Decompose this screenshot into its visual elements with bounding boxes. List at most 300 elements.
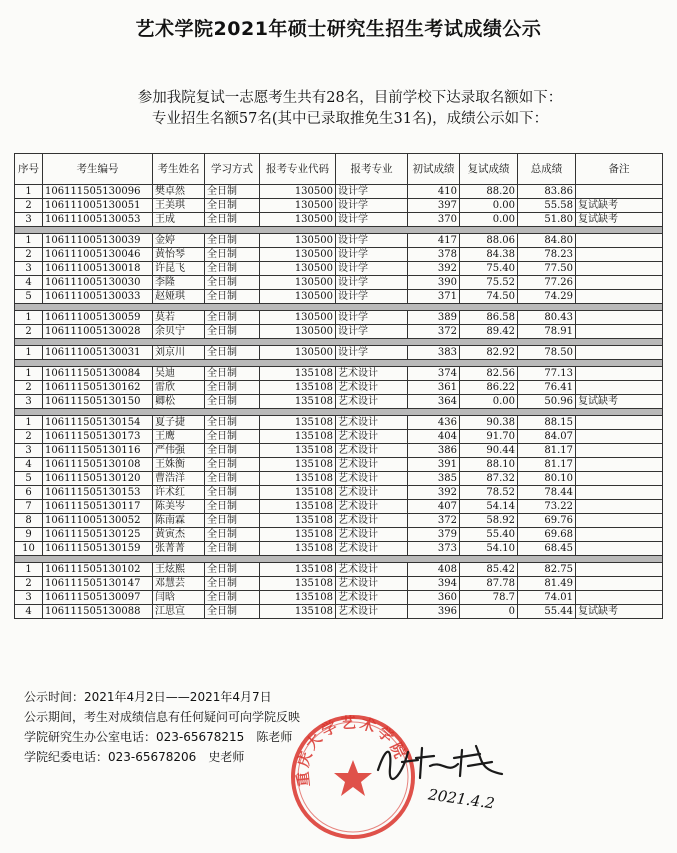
table-row [15, 213, 663, 227]
table-cell [576, 234, 663, 248]
column-header: 总成绩 [518, 154, 576, 185]
table-cell: 金婷 [153, 234, 205, 248]
table-cell: 361 [408, 381, 460, 395]
table-cell: 106111005130046 [43, 248, 153, 262]
table-cell: 106111505130159 [43, 542, 153, 556]
table-cell: 77.26 [518, 276, 576, 290]
table-row [15, 458, 663, 472]
table-cell: 艺术设计 [336, 563, 408, 577]
table-cell: 91.70 [460, 430, 518, 444]
table-cell: 135108 [260, 486, 336, 500]
table-cell: 77.13 [518, 367, 576, 381]
table-cell: 371 [408, 290, 460, 304]
table-cell: 设计学 [336, 199, 408, 213]
group-separator [15, 339, 663, 346]
table-cell: 7 [15, 500, 43, 514]
seal-text: 重庆大学艺术学院 [293, 713, 411, 788]
column-header: 复试成绩 [460, 154, 518, 185]
table-cell: 3 [15, 591, 43, 605]
table-cell: 50.96 [518, 395, 576, 409]
table-row [15, 542, 663, 556]
table-row [15, 185, 663, 199]
table-cell: 黄怡琴 [153, 248, 205, 262]
table-cell [576, 276, 663, 290]
table-body [15, 185, 663, 619]
table-cell: 68.45 [518, 542, 576, 556]
table-cell: 全日制 [205, 542, 260, 556]
table-cell: 106111505130097 [43, 591, 153, 605]
table-row [15, 234, 663, 248]
table-cell: 3 [15, 262, 43, 276]
table-cell: 全日制 [205, 528, 260, 542]
table-cell: 全日制 [205, 563, 260, 577]
page-title: 艺术学院2021年硕士研究生招生考试成绩公示 [135, 18, 542, 40]
table-cell: 全日制 [205, 430, 260, 444]
separator-bar [15, 339, 663, 346]
table-cell: 373 [408, 542, 460, 556]
table-cell: 全日制 [205, 444, 260, 458]
table-cell: 2 [15, 381, 43, 395]
table-cell: 黄寅杰 [153, 528, 205, 542]
table-cell: 85.42 [460, 563, 518, 577]
table-cell [576, 311, 663, 325]
table-cell: 436 [408, 416, 460, 430]
table-cell: 391 [408, 458, 460, 472]
table-cell [576, 185, 663, 199]
table-cell: 江思宣 [153, 605, 205, 619]
score-table [14, 153, 663, 619]
table-cell: 106111005130051 [43, 199, 153, 213]
table-cell: 全日制 [205, 395, 260, 409]
table-cell: 106111505130125 [43, 528, 153, 542]
table-cell: 艺术设计 [336, 486, 408, 500]
table-cell: 135108 [260, 563, 336, 577]
table-cell: 55.40 [460, 528, 518, 542]
table-row [15, 311, 663, 325]
table-cell: 全日制 [205, 199, 260, 213]
table-cell: 106111505130150 [43, 395, 153, 409]
table-cell: 全日制 [205, 290, 260, 304]
table-cell: 74.01 [518, 591, 576, 605]
table-cell: 130500 [260, 262, 336, 276]
table-cell: 王姝衡 [153, 458, 205, 472]
table-row [15, 416, 663, 430]
table-row [15, 605, 663, 619]
table-cell: 曹浩洋 [153, 472, 205, 486]
table-cell: 0.00 [460, 213, 518, 227]
table-cell: 6 [15, 486, 43, 500]
table-cell [576, 563, 663, 577]
table-cell: 83.86 [518, 185, 576, 199]
table-cell: 51.80 [518, 213, 576, 227]
table-cell [576, 486, 663, 500]
table-cell: 78.50 [518, 346, 576, 360]
table-cell: 1 [15, 563, 43, 577]
table-cell: 全日制 [205, 213, 260, 227]
table-cell: 全日制 [205, 185, 260, 199]
table-cell: 390 [408, 276, 460, 290]
table-cell: 莫若 [153, 311, 205, 325]
table-cell: 陈美岑 [153, 500, 205, 514]
table-cell: 闫晗 [153, 591, 205, 605]
group-separator [15, 360, 663, 367]
table-cell: 78.91 [518, 325, 576, 339]
separator-bar [15, 556, 663, 563]
table-cell: 1 [15, 311, 43, 325]
table-cell: 严伟强 [153, 444, 205, 458]
table-cell: 2 [15, 199, 43, 213]
table-cell: 全日制 [205, 248, 260, 262]
table-cell: 78.44 [518, 486, 576, 500]
table-cell: 樊卓然 [153, 185, 205, 199]
table-row [15, 346, 663, 360]
table-cell: 75.40 [460, 262, 518, 276]
table-cell: 1 [15, 367, 43, 381]
table-cell: 106111505130102 [43, 563, 153, 577]
table-cell: 360 [408, 591, 460, 605]
table-cell: 84.38 [460, 248, 518, 262]
table-cell: 5 [15, 290, 43, 304]
table-cell: 106111505130088 [43, 605, 153, 619]
table-row [15, 563, 663, 577]
table-cell: 135108 [260, 444, 336, 458]
table-cell: 106111505130153 [43, 486, 153, 500]
table-cell: 3 [15, 213, 43, 227]
table-cell: 135108 [260, 472, 336, 486]
table-cell: 392 [408, 486, 460, 500]
table-cell: 0.00 [460, 395, 518, 409]
table-cell [576, 346, 663, 360]
discipline-office-phone: 学院纪委电话：023-65678206 史老师 [24, 750, 245, 764]
table-cell: 82.56 [460, 367, 518, 381]
table-cell: 407 [408, 500, 460, 514]
table-cell: 69.68 [518, 528, 576, 542]
table-cell: 刘京川 [153, 346, 205, 360]
table-cell: 69.76 [518, 514, 576, 528]
table-cell: 全日制 [205, 486, 260, 500]
table-cell: 106111005130053 [43, 213, 153, 227]
table-cell: 设计学 [336, 248, 408, 262]
table-cell: 夏子捷 [153, 416, 205, 430]
table-cell: 130500 [260, 311, 336, 325]
table-row [15, 199, 663, 213]
table-cell: 艺术设计 [336, 430, 408, 444]
table-cell: 404 [408, 430, 460, 444]
table-cell: 78.23 [518, 248, 576, 262]
table-cell [576, 542, 663, 556]
table-cell: 复试缺考 [576, 199, 663, 213]
table-cell: 艺术设计 [336, 472, 408, 486]
table-cell: 88.15 [518, 416, 576, 430]
table-cell: 全日制 [205, 514, 260, 528]
table-cell: 设计学 [336, 311, 408, 325]
table-cell: 艺术设计 [336, 528, 408, 542]
table-cell: 130500 [260, 199, 336, 213]
table-cell: 80.10 [518, 472, 576, 486]
table-row [15, 430, 663, 444]
table-cell: 364 [408, 395, 460, 409]
table-row [15, 514, 663, 528]
table-cell: 106111005130028 [43, 325, 153, 339]
table-cell: 王炫熙 [153, 563, 205, 577]
table-header-row [15, 154, 663, 185]
table-cell: 417 [408, 234, 460, 248]
table-cell: 9 [15, 528, 43, 542]
table-cell: 许术红 [153, 486, 205, 500]
table-cell: 87.32 [460, 472, 518, 486]
table-cell: 4 [15, 458, 43, 472]
table-cell: 135108 [260, 381, 336, 395]
table-cell: 3 [15, 395, 43, 409]
table-cell: 106111005130059 [43, 311, 153, 325]
table-cell: 397 [408, 199, 460, 213]
table-cell: 89.42 [460, 325, 518, 339]
grad-office-phone: 学院研究生办公室电话：023-65678215 陈老师 [24, 730, 293, 744]
table-cell: 88.06 [460, 234, 518, 248]
table-row [15, 262, 663, 276]
table-cell: 全日制 [205, 262, 260, 276]
table-cell: 135108 [260, 542, 336, 556]
table-cell: 392 [408, 262, 460, 276]
table-cell: 全日制 [205, 234, 260, 248]
table-cell: 81.17 [518, 458, 576, 472]
table-cell: 艺术设计 [336, 458, 408, 472]
table-cell: 383 [408, 346, 460, 360]
table-cell: 106111505130154 [43, 416, 153, 430]
table-cell: 74.50 [460, 290, 518, 304]
table-cell: 106111005130039 [43, 234, 153, 248]
table-cell [576, 514, 663, 528]
table-cell: 77.50 [518, 262, 576, 276]
table-cell: 135108 [260, 430, 336, 444]
table-cell: 394 [408, 577, 460, 591]
table-cell: 78.52 [460, 486, 518, 500]
column-header: 学习方式 [205, 154, 260, 185]
footer [24, 687, 300, 767]
table-cell: 5 [15, 472, 43, 486]
group-separator [15, 227, 663, 234]
table-cell: 82.92 [460, 346, 518, 360]
table-cell: 设计学 [336, 262, 408, 276]
table-cell: 2 [15, 248, 43, 262]
group-separator [15, 304, 663, 311]
table-cell: 1 [15, 416, 43, 430]
table-cell: 135108 [260, 605, 336, 619]
handwritten-signature [372, 740, 512, 784]
table-cell [576, 430, 663, 444]
table-cell: 106111005130031 [43, 346, 153, 360]
column-header: 考生编号 [43, 154, 153, 185]
table-cell: 106111005130052 [43, 514, 153, 528]
table-cell: 全日制 [205, 381, 260, 395]
column-header: 备注 [576, 154, 663, 185]
table-cell: 1 [15, 234, 43, 248]
table-cell: 135108 [260, 591, 336, 605]
table-cell: 1 [15, 185, 43, 199]
table-cell: 386 [408, 444, 460, 458]
table-cell: 130500 [260, 213, 336, 227]
table-cell: 58.92 [460, 514, 518, 528]
table-cell: 许昆飞 [153, 262, 205, 276]
table-cell: 全日制 [205, 577, 260, 591]
table-cell: 李隆 [153, 276, 205, 290]
table-cell: 106111505130096 [43, 185, 153, 199]
table-cell: 130500 [260, 276, 336, 290]
table-cell: 106111505130147 [43, 577, 153, 591]
table-cell: 88.20 [460, 185, 518, 199]
table-cell [576, 528, 663, 542]
table-cell [576, 500, 663, 514]
table-cell: 106111505130116 [43, 444, 153, 458]
table-cell: 1 [15, 346, 43, 360]
column-header: 序号 [15, 154, 43, 185]
table-cell: 邓慧芸 [153, 577, 205, 591]
table-cell: 80.43 [518, 311, 576, 325]
table-cell: 10 [15, 542, 43, 556]
table-cell: 74.29 [518, 290, 576, 304]
table-cell: 372 [408, 325, 460, 339]
table-cell: 135108 [260, 416, 336, 430]
table-cell: 陈南霖 [153, 514, 205, 528]
table-cell: 0.00 [460, 199, 518, 213]
table-cell [576, 262, 663, 276]
table-cell: 106111005130033 [43, 290, 153, 304]
table-row [15, 528, 663, 542]
table-cell: 全日制 [205, 367, 260, 381]
table-cell: 王成 [153, 213, 205, 227]
table-cell: 76.41 [518, 381, 576, 395]
table-cell: 86.58 [460, 311, 518, 325]
table-cell: 73.22 [518, 500, 576, 514]
table-cell: 复试缺考 [576, 213, 663, 227]
table-cell: 54.14 [460, 500, 518, 514]
table-cell [576, 591, 663, 605]
table-cell: 张菁菁 [153, 542, 205, 556]
table-cell: 84.80 [518, 234, 576, 248]
table-cell: 106111505130108 [43, 458, 153, 472]
table-cell: 378 [408, 248, 460, 262]
separator-bar [15, 227, 663, 234]
table-row [15, 367, 663, 381]
table-cell [576, 325, 663, 339]
table-cell [576, 577, 663, 591]
table-cell: 106111505130162 [43, 381, 153, 395]
table-cell: 8 [15, 514, 43, 528]
table-cell: 艺术设计 [336, 444, 408, 458]
table-cell: 379 [408, 528, 460, 542]
table-cell: 88.10 [460, 458, 518, 472]
table-cell: 艺术设计 [336, 367, 408, 381]
table-cell: 全日制 [205, 311, 260, 325]
table-cell: 130500 [260, 346, 336, 360]
table-cell [576, 444, 663, 458]
table-row [15, 591, 663, 605]
table-cell: 全日制 [205, 605, 260, 619]
separator-bar [15, 360, 663, 367]
table-row [15, 577, 663, 591]
table-cell [576, 248, 663, 262]
table-cell: 雷欣 [153, 381, 205, 395]
table-cell: 复试缺考 [576, 395, 663, 409]
table-cell: 372 [408, 514, 460, 528]
table-cell: 130500 [260, 290, 336, 304]
table-cell: 艺术设计 [336, 542, 408, 556]
table-cell: 王美琪 [153, 199, 205, 213]
table-cell: 385 [408, 472, 460, 486]
table-cell: 87.78 [460, 577, 518, 591]
table-cell: 54.10 [460, 542, 518, 556]
table-cell: 全日制 [205, 591, 260, 605]
column-header: 报考专业 [336, 154, 408, 185]
table-cell: 106111005130030 [43, 276, 153, 290]
table-cell: 设计学 [336, 213, 408, 227]
table-cell: 艺术设计 [336, 416, 408, 430]
table-cell: 设计学 [336, 234, 408, 248]
table-cell: 艺术设计 [336, 514, 408, 528]
table-cell: 艺术设计 [336, 605, 408, 619]
table-cell: 81.49 [518, 577, 576, 591]
table-cell: 吴迪 [153, 367, 205, 381]
table-cell [576, 290, 663, 304]
table-cell: 86.22 [460, 381, 518, 395]
table-cell: 130500 [260, 185, 336, 199]
table-cell: 2 [15, 325, 43, 339]
table-cell: 75.52 [460, 276, 518, 290]
separator-bar [15, 304, 663, 311]
table-cell: 410 [408, 185, 460, 199]
table-cell [576, 416, 663, 430]
table-cell: 106111005130018 [43, 262, 153, 276]
table-row [15, 381, 663, 395]
table-cell: 复试缺考 [576, 605, 663, 619]
table-cell: 设计学 [336, 276, 408, 290]
table-row [15, 395, 663, 409]
table-cell: 106111505130084 [43, 367, 153, 381]
separator-bar [15, 409, 663, 416]
table-row [15, 325, 663, 339]
table-cell: 王鹰 [153, 430, 205, 444]
table-cell: 艺术设计 [336, 500, 408, 514]
table-cell: 389 [408, 311, 460, 325]
table-cell: 135108 [260, 395, 336, 409]
table-cell: 0 [460, 605, 518, 619]
intro-line-2: 专业招生名额57名(其中已录取推免生31名)，成绩公示如下： [151, 111, 549, 127]
table-cell: 全日制 [205, 276, 260, 290]
table-cell: 艺术设计 [336, 395, 408, 409]
table-cell: 全日制 [205, 416, 260, 430]
table-cell: 艺术设计 [336, 577, 408, 591]
table-cell: 3 [15, 444, 43, 458]
table-cell: 艺术设计 [336, 381, 408, 395]
table-cell: 全日制 [205, 472, 260, 486]
table-cell: 4 [15, 276, 43, 290]
table-row [15, 472, 663, 486]
column-header: 报考专业代码 [260, 154, 336, 185]
table-cell: 81.17 [518, 444, 576, 458]
table-cell: 90.44 [460, 444, 518, 458]
intro-line-1: 参加我院复试一志愿考生共有28名，目前学校下达录取名额如下： [137, 90, 563, 106]
table-cell: 84.07 [518, 430, 576, 444]
table-cell: 艺术设计 [336, 591, 408, 605]
table-cell: 设计学 [336, 185, 408, 199]
column-header: 考生姓名 [153, 154, 205, 185]
table-cell: 55.58 [518, 199, 576, 213]
table-cell: 55.44 [518, 605, 576, 619]
table-cell: 135108 [260, 577, 336, 591]
publicity-period: 公示时间：2021年4月2日——2021年4月7日 [24, 690, 272, 704]
table-row [15, 276, 663, 290]
intro-text [70, 88, 630, 130]
